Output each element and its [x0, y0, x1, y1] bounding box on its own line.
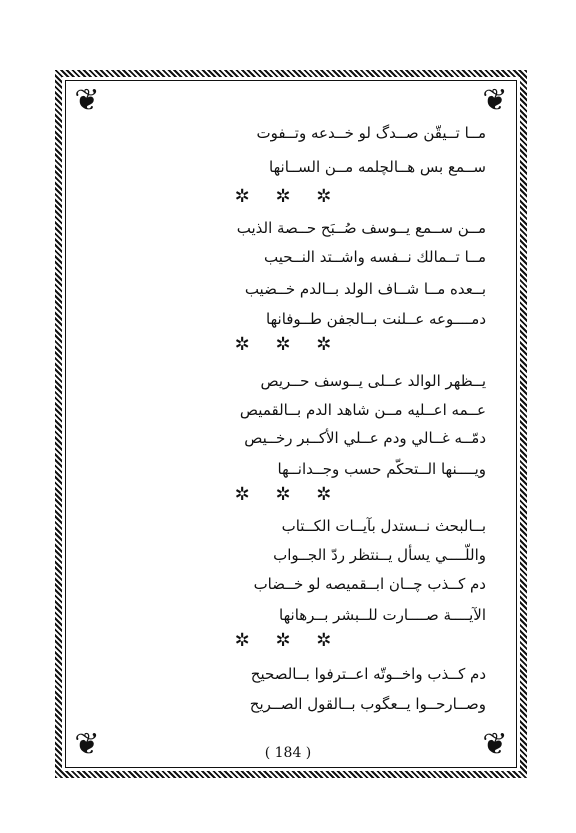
verse-line: بــعده مــا شــاف الولد بــالدم خــضيب: [244, 280, 486, 298]
verse-line: دمــــوعه عــلنت بــالجفن طــوفانها: [266, 310, 486, 328]
corner-ornament-icon: ❦: [74, 727, 100, 762]
stanza-separator: ✲ ✲ ✲: [234, 630, 342, 651]
verse-line: ويــــنها الــتحكّم حسب وجــدانــها: [277, 460, 486, 478]
verse-line: يــظهر الوالد عــلى يــوسف حــريص: [260, 372, 486, 390]
verse-line: ســمع بس هــالچلمه مــن الســانها: [269, 158, 486, 176]
stanza-separator: ✲ ✲ ✲: [234, 186, 342, 207]
corner-ornament-icon: ❦: [482, 83, 508, 118]
verse-line: مــا تــمالك نــفسه واشــتد النــحيب: [263, 248, 486, 266]
verse-line: واللّــــي يسأل يــنتظر ردّ الجــواب: [273, 546, 486, 564]
verse-line: مــن ســمع يــوسف صُــبَح حــصة الذيب: [236, 219, 486, 237]
verse-line: دم كــذب واخــوتّه اعــترفوا بــالصحيح: [250, 665, 486, 683]
verse-line: بــالبحث نــستدل بآيــات الكــتاب: [281, 517, 486, 535]
verse-line: الآيــــة صــــارت للــبشر بــرهانها: [279, 606, 486, 624]
corner-ornament-icon: ❦: [74, 83, 100, 118]
stanza-separator: ✲ ✲ ✲: [234, 484, 342, 505]
corner-ornament-icon: ❦: [482, 727, 508, 762]
page-number: ( 184 ): [264, 745, 312, 761]
verse-line: عــمه اعــليه مــن شاهد الدم بــالقميص: [239, 401, 486, 419]
verse-line: دمّــه غــالي ودم عــلي الأكــبر رخــيص: [244, 429, 486, 447]
verse-line: دم كــذب چــان ابــقميصه لو خــضاب: [253, 575, 486, 593]
verse-line: مــا تــيقّن صــدگ لو خــدعه وتــفوت: [256, 124, 486, 142]
verse-line: وصــارحــوا يــعگوب بــالقول الصــريح: [249, 695, 486, 713]
stanza-separator: ✲ ✲ ✲: [234, 334, 342, 355]
